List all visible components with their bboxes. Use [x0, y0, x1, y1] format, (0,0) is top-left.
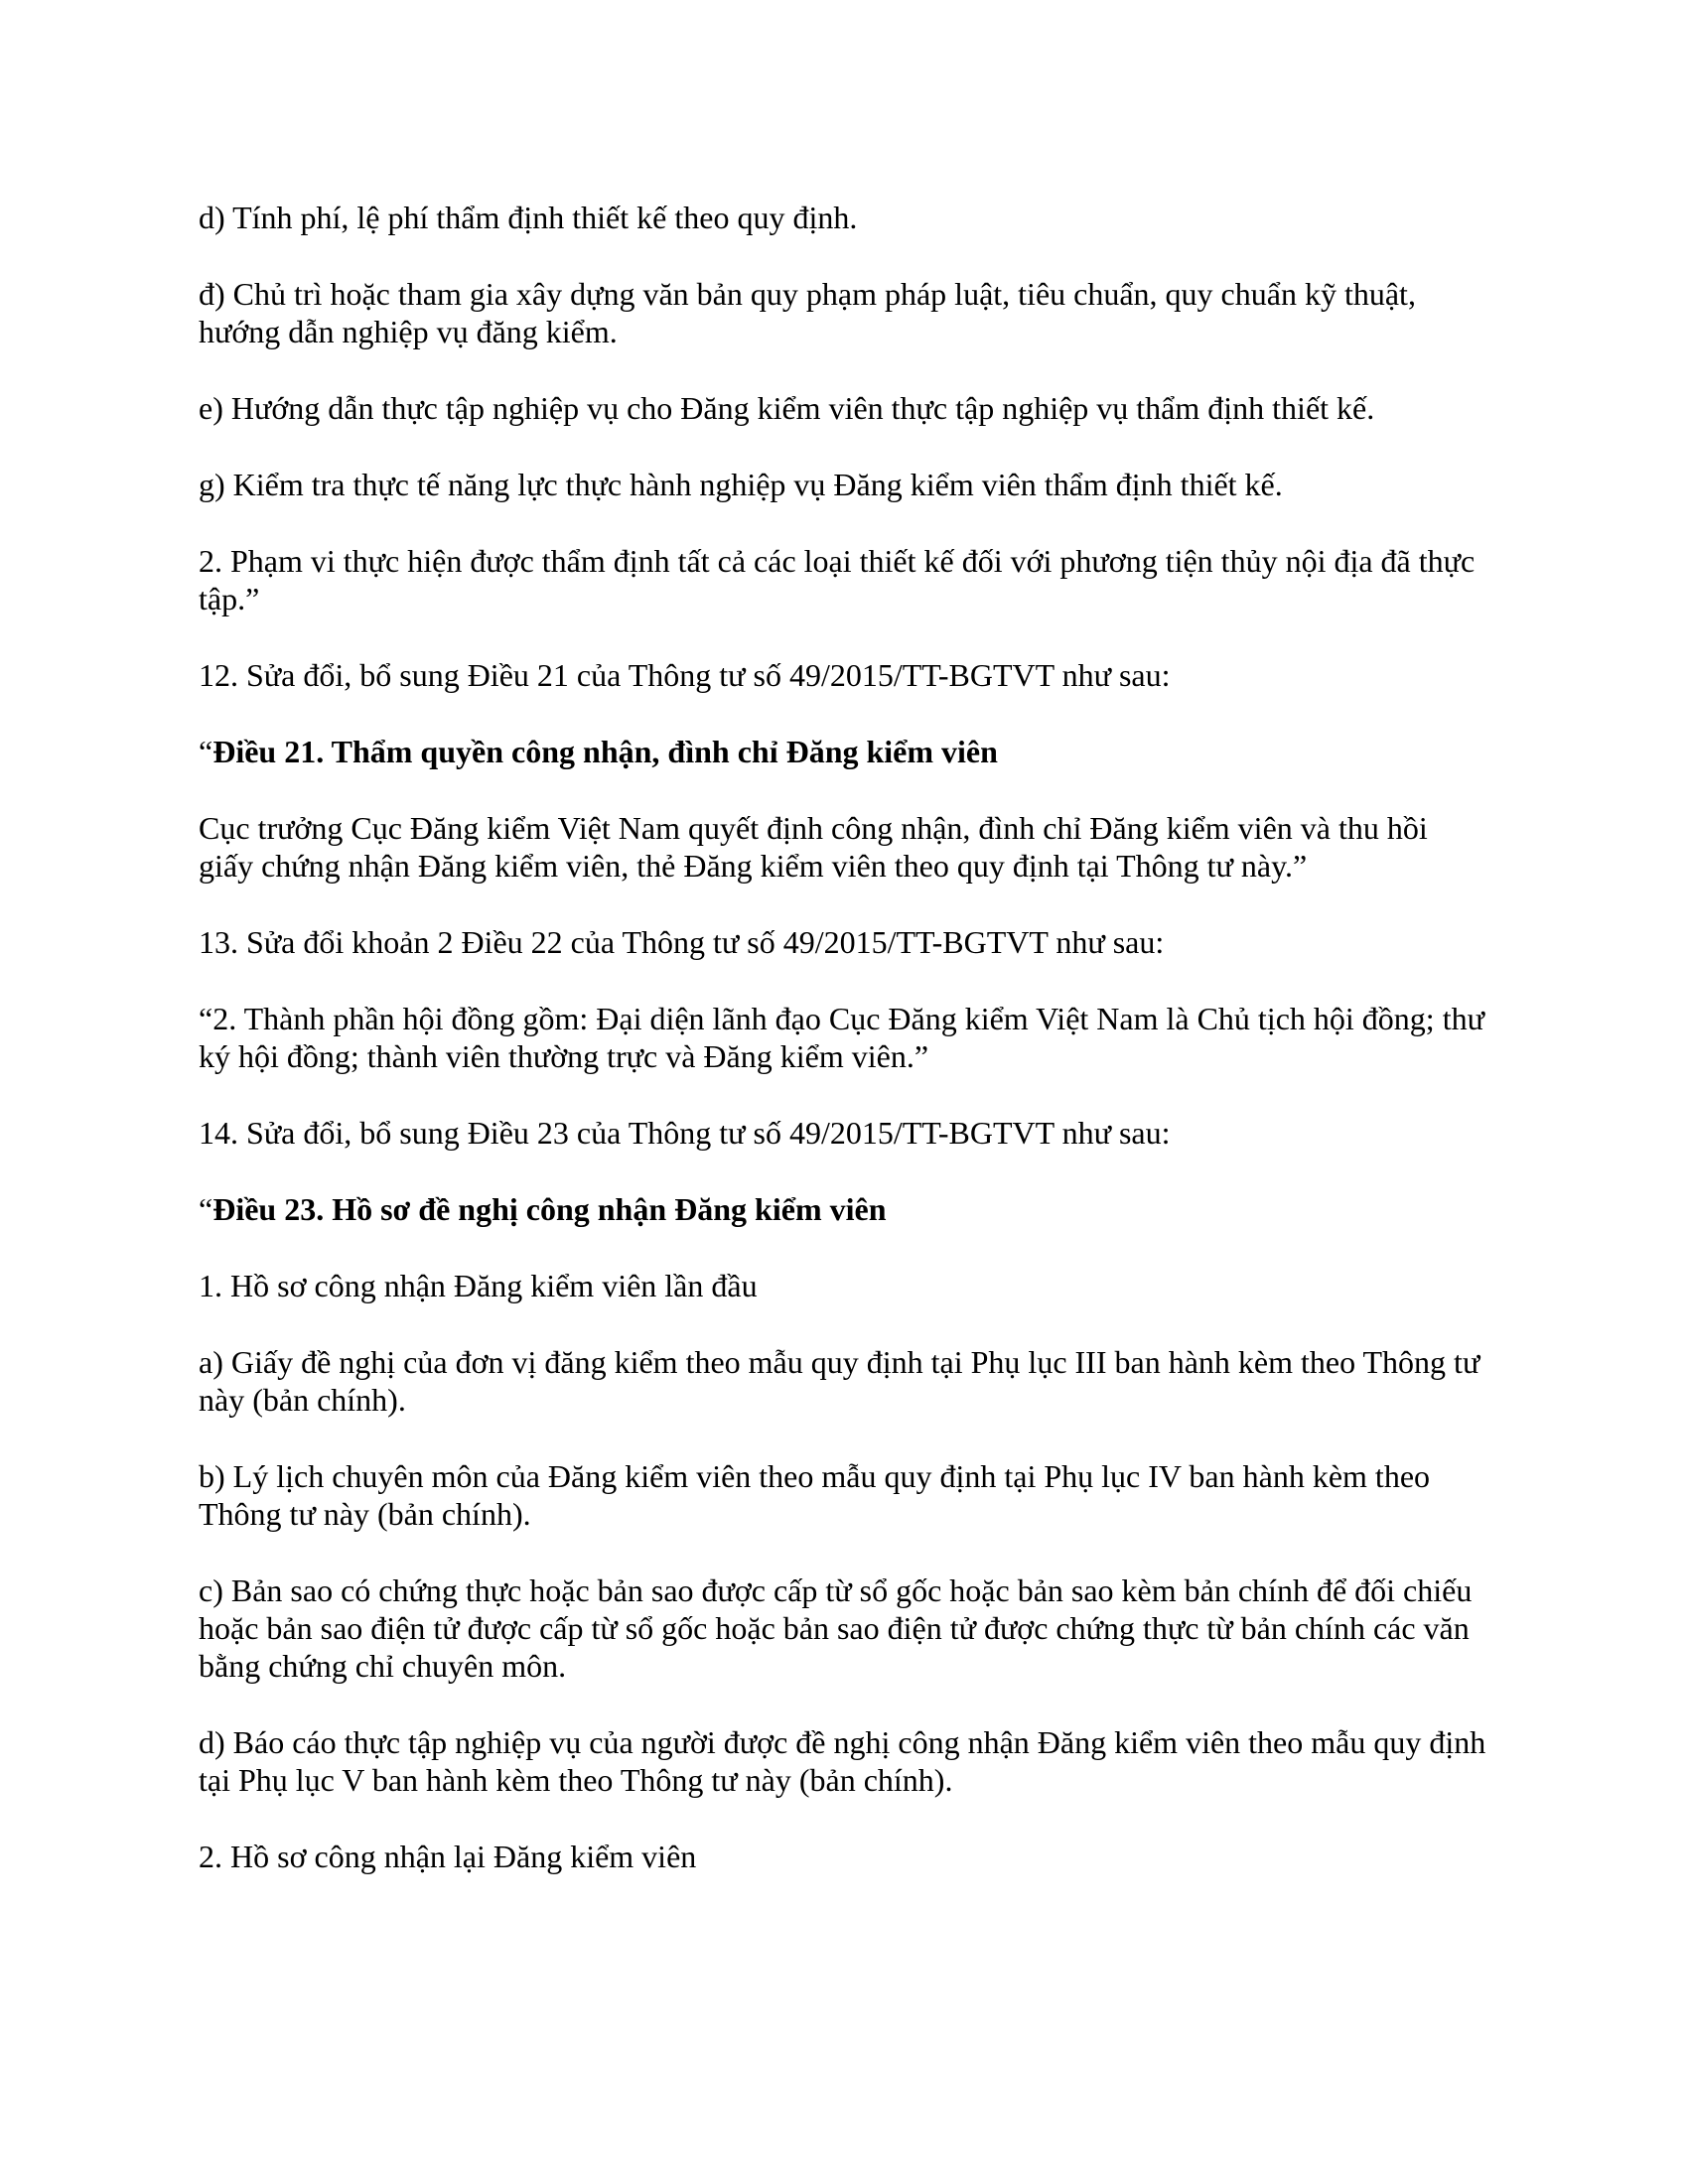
- article-23-heading-quote: “: [199, 1191, 213, 1227]
- paragraph-b-profile: b) Lý lịch chuyên môn của Đăng kiểm viên theo mẫu quy định tại Phụ lục IV ban hành kèm theo Thông tư này (bản chính).: [199, 1458, 1431, 1532]
- paragraph-a-request: a) Giấy đề nghị của đơn vị đăng kiểm theo mẫu quy định tại Phụ lục III ban hành kèm theo Thông tư này (bản chính).: [199, 1344, 1480, 1418]
- paragraph-amend-article-23: 14. Sửa đổi, bổ sung Điều 23 của Thông tư số 49/2015/TT-BGTVT như sau:: [199, 1115, 1171, 1151]
- paragraph-g-inspection: g) Kiểm tra thực tế năng lực thực hành nghiệp vụ Đăng kiểm viên thẩm định thiết kế.: [199, 467, 1283, 502]
- paragraph-d-report: d) Báo cáo thực tập nghiệp vụ của người được đề nghị công nhận Đăng kiểm viên theo mẫu quy định tại Phụ lục V ban hành kèm theo Thông tư này (bản chính).: [199, 1724, 1486, 1798]
- article-23-heading: [199, 1190, 1489, 1228]
- paragraph-scope: 2. Phạm vi thực hiện được thẩm định tất cả các loại thiết kế đối với phương tiện thủy nội địa đã thực tập.”: [199, 543, 1476, 616]
- paragraph-amend-article-22: 13. Sửa đổi khoản 2 Điều 22 của Thông tư số 49/2015/TT-BGTVT như sau:: [199, 924, 1165, 960]
- article-21-heading-quote: “: [199, 734, 213, 769]
- article-21-heading-title: Điều 21. Thẩm quyền công nhận, đình chỉ Đăng kiểm viên: [212, 734, 998, 769]
- paragraph-council-composition: “2. Thành phần hội đồng gồm: Đại diện lãnh đạo Cục Đăng kiểm Việt Nam là Chủ tịch hội đồng; thư ký hội đồng; thành viên thường trực và Đăng kiểm viên.”: [199, 1001, 1484, 1074]
- document-body: [199, 199, 1489, 1914]
- paragraph-article-21-body: Cục trưởng Cục Đăng kiểm Việt Nam quyết định công nhận, đình chỉ Đăng kiểm viên và thu hồi giấy chứng nhận Đăng kiểm viên, thẻ Đăng kiểm viên theo quy định tại Thông tư này.”: [199, 810, 1428, 884]
- article-23-heading-title: Điều 23. Hồ sơ đề nghị công nhận Đăng kiểm viên: [212, 1191, 887, 1227]
- paragraph-c-copies: c) Bản sao có chứng thực hoặc bản sao được cấp từ sổ gốc hoặc bản sao kèm bản chính để đối chiếu hoặc bản sao điện tử được cấp từ sổ gốc hoặc bản sao điện tử được chứng thực từ bản chính các văn bằng chứng chỉ chuyên môn.: [199, 1572, 1473, 1684]
- paragraph-dd-regulation: đ) Chủ trì hoặc tham gia xây dựng văn bản quy phạm pháp luật, tiêu chuẩn, quy chuẩn kỹ thuật, hướng dẫn nghiệp vụ đăng kiểm.: [199, 276, 1416, 349]
- article-21-heading: [199, 733, 1489, 770]
- paragraph-re-recognition: 2. Hồ sơ công nhận lại Đăng kiểm viên: [199, 1839, 697, 1874]
- paragraph-amend-article-21: 12. Sửa đổi, bổ sung Điều 21 của Thông tư số 49/2015/TT-BGTVT như sau:: [199, 657, 1171, 693]
- paragraph-first-recognition: 1. Hồ sơ công nhận Đăng kiểm viên lần đầu: [199, 1268, 758, 1303]
- paragraph-e-guidance: e) Hướng dẫn thực tập nghiệp vụ cho Đăng kiểm viên thực tập nghiệp vụ thẩm định thiết kế.: [199, 390, 1375, 426]
- paragraph-d-fee: d) Tính phí, lệ phí thẩm định thiết kế theo quy định.: [199, 200, 858, 235]
